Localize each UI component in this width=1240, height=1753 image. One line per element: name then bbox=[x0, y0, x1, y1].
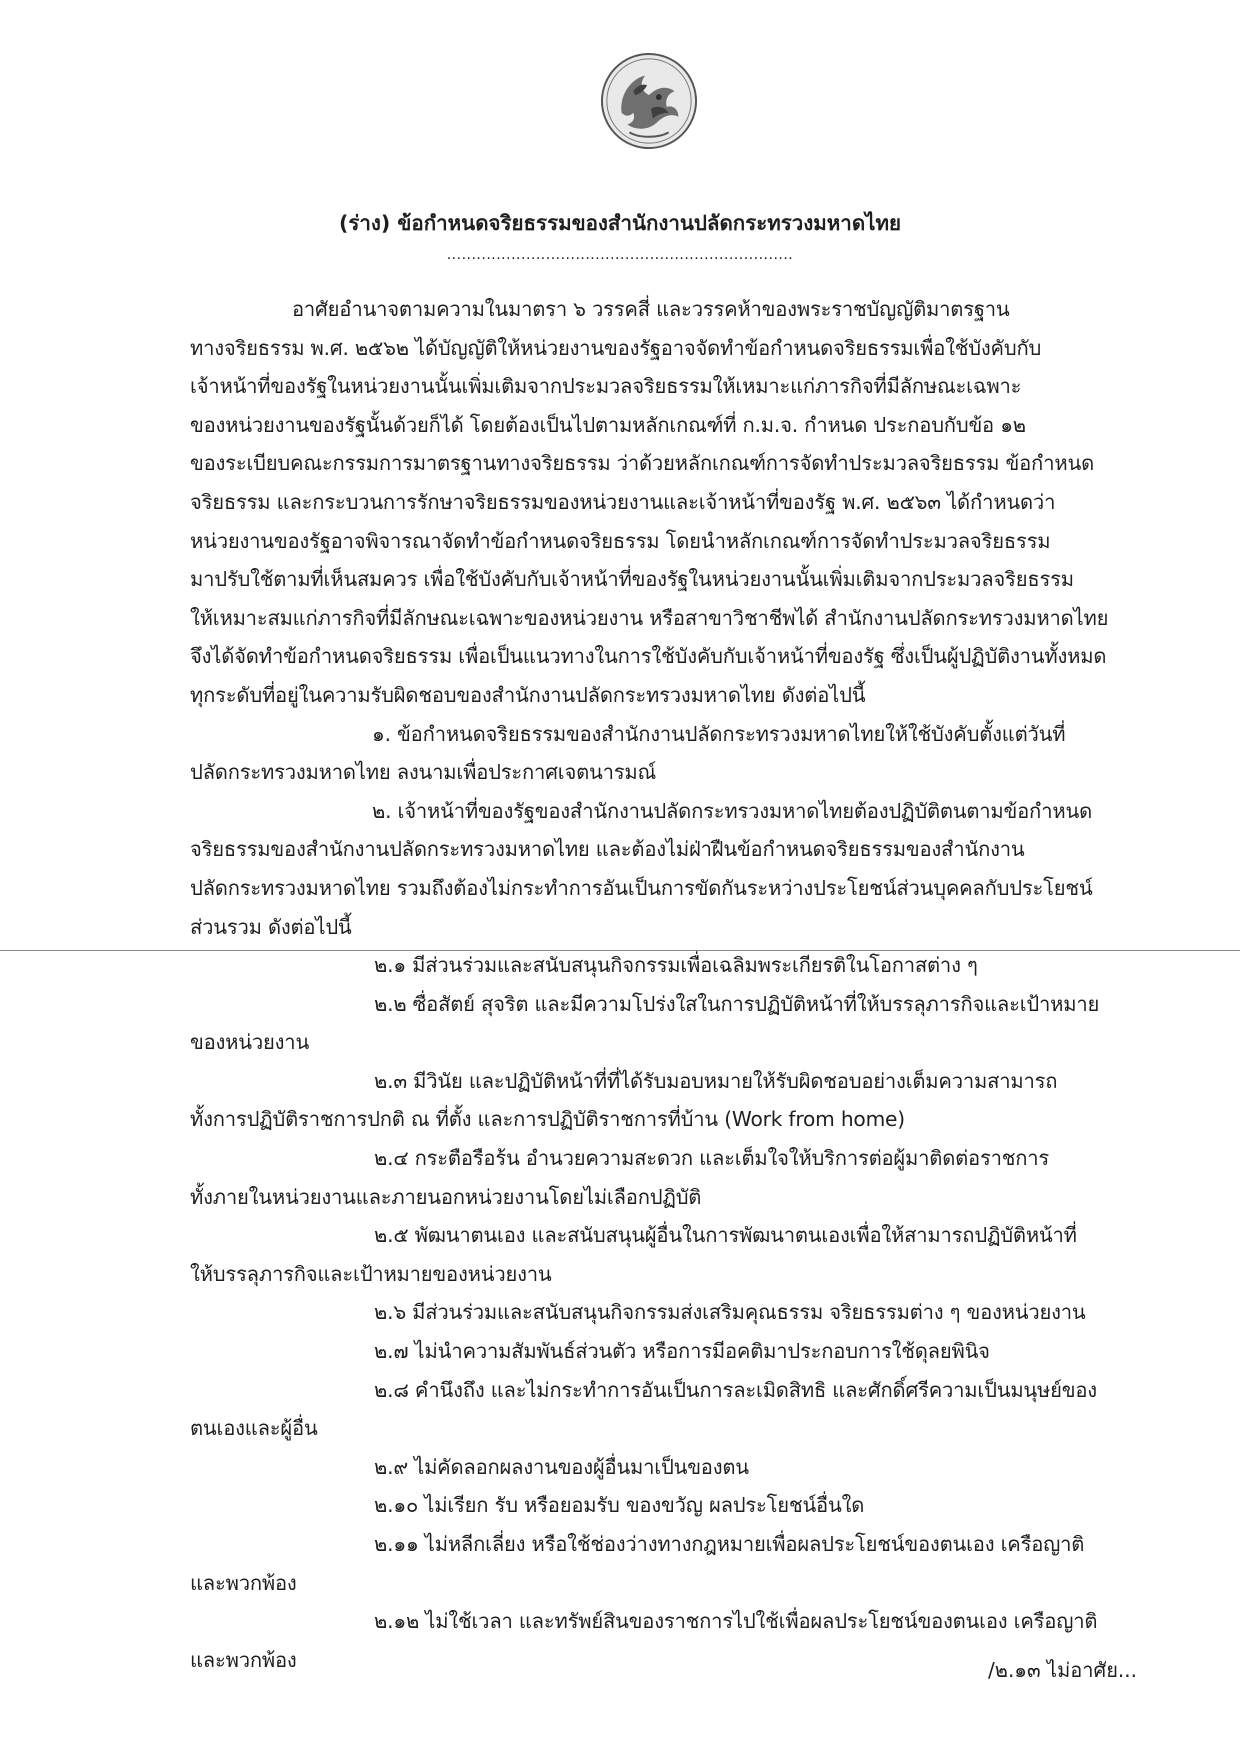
sub-item-2-11: ๒.๑๑ ไม่หลีกเลี่ยง หรือใช้ช่องว่างทางกฎหมายเพื่อผลประโยชน์ของตนเอง เครือญาติ bbox=[374, 1532, 1085, 1556]
scan-fold-line bbox=[0, 950, 1240, 951]
sub-item-2-2-cont: ของหน่วยงาน bbox=[190, 1030, 310, 1055]
sub-item-2-6: ๒.๖ มีส่วนร่วมและสนับสนุนกิจกรรมส่งเสริมคุณธรรม จริยธรรมต่าง ๆ ของหน่วยงาน bbox=[374, 1300, 1086, 1325]
sub-item-2-8: ๒.๘ คำนึงถึง และไม่กระทำการอันเป็นการละเมิดสิทธิ และศักดิ์ศรีความเป็นมนุษย์ของ bbox=[374, 1377, 1097, 1402]
sub-item-2-12-cont: และพวกพ้อง bbox=[190, 1647, 297, 1672]
sub-item-2-9: ๒.๙ ไม่คัดลอกผลงานของผู้อื่นมาเป็นของตน bbox=[374, 1454, 749, 1479]
intro-line: ทางจริยธรรม พ.ศ. ๒๕๖๒ ได้บัญญัติให้หน่วยงานของรัฐอาจจัดทำข้อกำหนดจริยธรรมเพื่อใช้บังคับกับ bbox=[190, 335, 1042, 360]
continuation-marker: /๒.๑๓ ไม่อาศัย... bbox=[988, 1658, 1137, 1682]
sub-item-2-4-cont: ทั้งภายในหน่วยงานและภายนอกหน่วยงานโดยไม่เลือกปฏิบัติ bbox=[190, 1184, 702, 1209]
intro-line: ของระเบียบคณะกรรมการมาตรฐานทางจริยธรรม ว่าด้วยหลักเกณฑ์การจัดทำประมวลจริยธรรม ข้อกำหนด bbox=[190, 451, 1095, 476]
clause-2-line: ๒. เจ้าหน้าที่ของรัฐของสำนักงานปลัดกระทรวงมหาดไทยต้องปฏิบัติตนตามข้อกำหนด bbox=[372, 798, 1093, 823]
intro-line: มาปรับใช้ตามที่เห็นสมควร เพื่อใช้บังคับกับเจ้าหน้าที่ของรัฐในหน่วยงานนั้นเพิ่มเติมจากประมวลจริยธรรม bbox=[190, 567, 1074, 592]
clause-2-line: จริยธรรมของสำนักงานปลัดกระทรวงมหาดไทย และต้องไม่ฝ่าฝืนข้อกำหนดจริยธรรมของสำนักงาน bbox=[190, 837, 1025, 862]
sub-item-2-5: ๒.๕ พัฒนาตนเอง และสนับสนุนผู้อื่นในการพัฒนาตนเองเพื่อให้สามารถปฏิบัติหน้าที่ bbox=[374, 1223, 1077, 1248]
title-separator: ...................................................................... bbox=[446, 247, 794, 263]
sub-item-2-1: ๒.๑ มีส่วนร่วมและสนับสนุนกิจกรรมเพื่อเฉลิมพระเกียรติในโอกาสต่าง ๆ bbox=[374, 953, 978, 978]
document-title: (ร่าง) ข้อกำหนดจริยธรรมของสำนักงานปลัดกระทรวงมหาดไทย bbox=[339, 211, 901, 235]
sub-item-2-7: ๒.๗ ไม่นำความสัมพันธ์ส่วนตัว หรือการมีอคติมาประกอบการใช้ดุลยพินิจ bbox=[374, 1339, 990, 1364]
intro-line: เจ้าหน้าที่ของรัฐในหน่วยงานนั้นเพิ่มเติมจากประมวลจริยธรรมให้เหมาะแก่ภารกิจที่มีลักษณะเฉพาะ bbox=[190, 374, 1022, 399]
intro-line: จริยธรรม และกระบวนการรักษาจริยธรรมของหน่วยงานและเจ้าหน้าที่ของรัฐ พ.ศ. ๒๕๖๓ ได้กำหนดว่า bbox=[190, 489, 1056, 514]
clause-1-line: ปลัดกระทรวงมหาดไทย ลงนามเพื่อประกาศเจตนารมณ์ bbox=[190, 760, 657, 785]
clause-1-line: ๑. ข้อกำหนดจริยธรรมของสำนักงานปลัดกระทรวงมหาดไทยให้ใช้บังคับตั้งแต่วันที่ bbox=[372, 721, 1066, 746]
clause-2-line: ส่วนรวม ดังต่อไปนี้ bbox=[190, 914, 352, 939]
sub-item-2-5-cont: ให้บรรลุภารกิจและเป้าหมายของหน่วยงาน bbox=[190, 1261, 552, 1286]
sub-item-2-10: ๒.๑๐ ไม่เรียก รับ หรือยอมรับ ของขวัญ ผลประโยชน์อื่นใด bbox=[374, 1493, 865, 1518]
intro-line: หน่วยงานของรัฐอาจพิจารณาจัดทำข้อกำหนดจริยธรรม โดยนำหลักเกณฑ์การจัดทำประมวลจริยธรรม bbox=[190, 528, 1051, 553]
clause-2-line: ปลัดกระทรวงมหาดไทย รวมถึงต้องไม่กระทำการอันเป็นการขัดกันระหว่างประโยชน์ส่วนบุคคลกับประโยชน์ bbox=[190, 875, 1093, 900]
sub-item-2-3-cont: ทั้งการปฏิบัติราชการปกติ ณ ที่ตั้ง และการปฏิบัติราชการที่บ้าน (Work from home) bbox=[190, 1107, 905, 1132]
intro-line: ทุกระดับที่อยู่ในความรับผิดชอบของสำนักงานปลัดกระทรวงมหาดไทย ดังต่อไปนี้ bbox=[190, 682, 866, 707]
sub-item-2-2: ๒.๒ ซื่อสัตย์ สุจริต และมีความโปร่งใสในการปฏิบัติหน้าที่ให้บรรลุภารกิจและเป้าหมาย bbox=[374, 991, 1100, 1016]
document-body bbox=[190, 290, 1135, 1679]
sub-item-2-11-cont: และพวกพ้อง bbox=[190, 1570, 297, 1595]
sub-item-2-4: ๒.๔ กระตือรือร้น อำนวยความสะดวก และเต็มใจให้บริการต่อผู้มาติดต่อราชการ bbox=[374, 1146, 1050, 1171]
intro-line: จึงได้จัดทำข้อกำหนดจริยธรรม เพื่อเป็นแนวทางในการใช้บังคับกับเจ้าหน้าที่ของรัฐ ซึ่งเป็นผู้ปฏิบัติงานทั้งหมด bbox=[190, 644, 1107, 669]
ministry-seal-icon bbox=[600, 52, 698, 150]
sub-item-2-8-cont: ตนเองและผู้อื่น bbox=[190, 1416, 318, 1441]
intro-line: ของหน่วยงานของรัฐนั้นด้วยก็ได้ โดยต้องเป็นไปตามหลักเกณฑ์ที่ ก.ม.จ. กำหนด ประกอบกับข้อ ๑๒ bbox=[190, 412, 1026, 437]
intro-line: ให้เหมาะสมแก่ภารกิจที่มีลักษณะเฉพาะของหน่วยงาน หรือสาขาวิชาชีพได้ สำนักงานปลัดกระทรวงมหาดไทย bbox=[190, 605, 1109, 630]
sub-item-2-12: ๒.๑๒ ไม่ใช้เวลา และทรัพย์สินของราชการไปใช้เพื่อผลประโยชน์ของตนเอง เครือญาติ bbox=[374, 1609, 1098, 1634]
sub-item-2-3: ๒.๓ มีวินัย และปฏิบัติหน้าที่ที่ได้รับมอบหมายให้รับผิดชอบอย่างเต็มความสามารถ bbox=[374, 1068, 1058, 1093]
intro-line: อาศัยอำนาจตามความในมาตรา ๖ วรรคสี่ และวรรคห้าของพระราชบัญญัติมาตรฐาน bbox=[292, 297, 1010, 321]
